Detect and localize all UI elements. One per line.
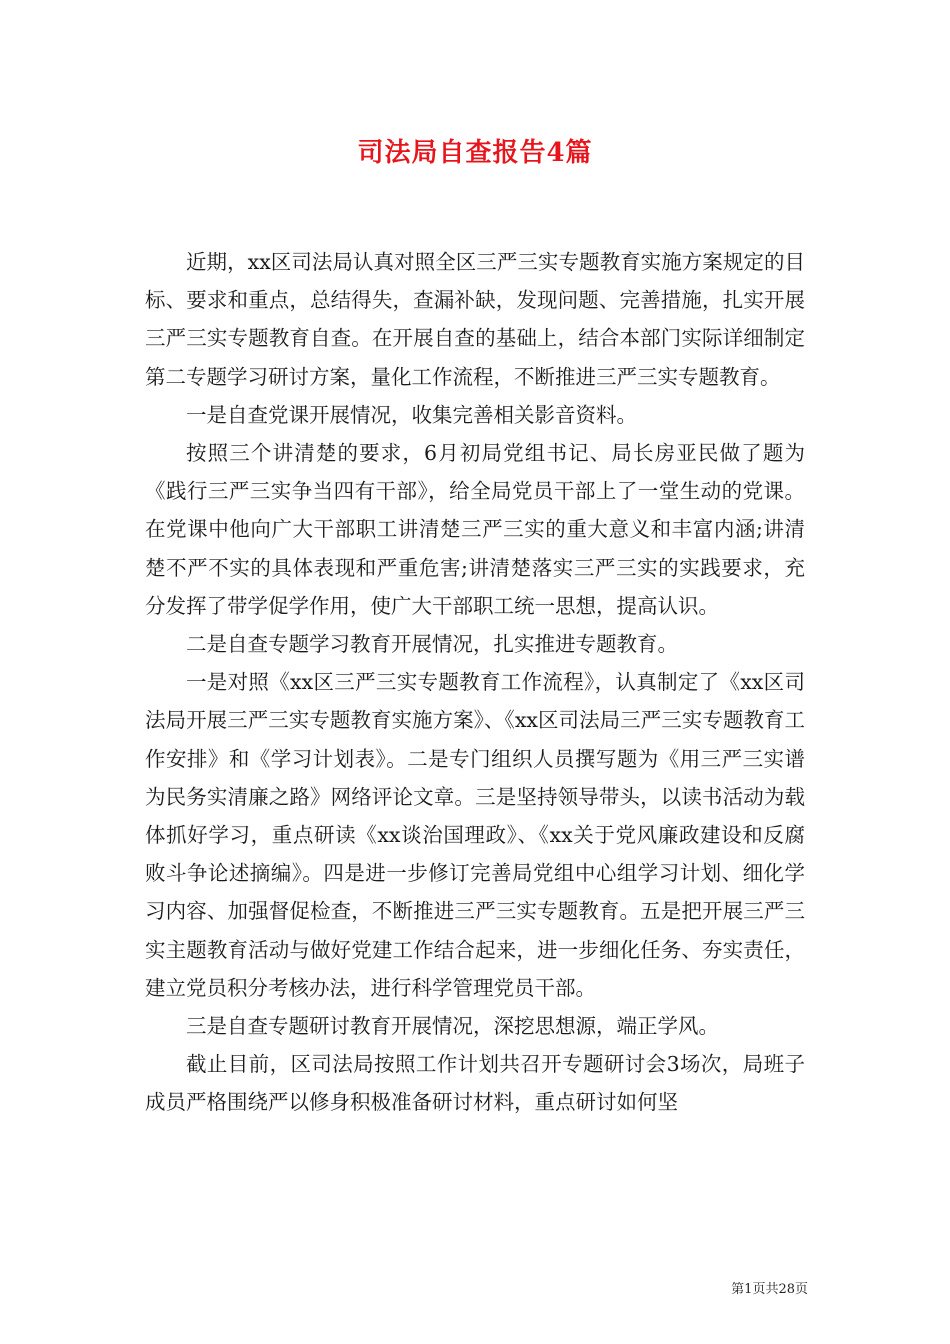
paragraph-intro: 近期，xx区司法局认真对照全区三严三实专题教育实施方案规定的目标、要求和重点，总结得失，查漏补缺，发现问题、完善措施，扎实开展三严三实专题教育自查。在开展自查的基础上，结合本部门实际详细制定第二专题学习研讨方案，量化工作流程，不断推进三严三实专题教育。 <box>145 250 805 389</box>
document-body <box>145 243 805 1122</box>
document-title: 司法局自查报告4篇 <box>357 138 593 168</box>
paragraph-party-lecture: 按照三个讲清楚的要求，6月初局党组书记、局长房亚民做了题为《践行三严三实争当四有干部》，给全局党员干部上了一堂生动的党课。在党课中他向广大干部职工讲清楚三严三实的重大意义和丰富内涵;讲清楚不严不实的具体表现和严重危害;讲清楚落实三严三实的实践要求，充分发挥了带学促学作用，使广大干部职工统一思想，提高认识。 <box>145 441 805 618</box>
paragraph-seminar: 截止目前，区司法局按照工作计划共召开专题研讨会3场次，局班子成员严格围绕严以修身积极准备研讨材料，重点研讨如何坚 <box>145 1052 805 1115</box>
page-number: 第1页共28页 <box>731 1282 808 1297</box>
paragraph-heading-3: 三是自查专题研讨教育开展情况，深挖思想源，端正学风。 <box>186 1014 719 1039</box>
paragraph-study-education: 一是对照《xx区三严三实专题教育工作流程》，认真制定了《xx区司法局开展三严三实专题教育实施方案》、《xx区司法局三严三实专题教育工作安排》和《学习计划表》。二是专门组织人员撰写题为《用三严三实谱为民务实清廉之路》网络评论文章。三是坚持领导带头，以读书活动为载体抓好学习，重点研读《xx谈治国理政》、《xx关于党风廉政建设和反腐败斗争论述摘编》。四是进一步修订完善局党组中心组学习计划、细化学习内容、加强督促检查，不断推进三严三实专题教育。五是把开展三严三实主题教育活动与做好党建工作结合起来，进一步细化任务、夯实责任，建立党员积分考核办法，进行科学管理党员干部。 <box>145 670 805 1000</box>
paragraph-heading-1: 一是自查党课开展情况，收集完善相关影音资料。 <box>186 402 637 427</box>
paragraph-heading-2: 二是自查专题学习教育开展情况，扎实推进专题教育。 <box>186 632 678 657</box>
